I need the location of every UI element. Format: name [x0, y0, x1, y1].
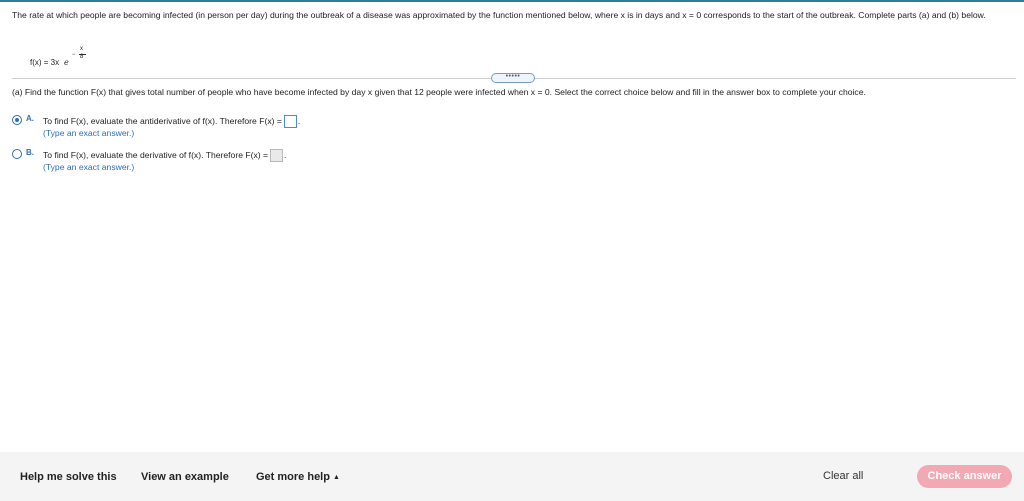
top-accent-bar — [0, 0, 1024, 2]
radio-choice-b[interactable] — [12, 149, 22, 159]
choice-a-hint: (Type an exact answer.) — [43, 128, 135, 138]
formula-base: f(x) = 3x — [30, 58, 60, 67]
part-a-question: (a) Find the function F(x) that gives total number of people who have become infected by day x given that 12 people were infected when x = 0. Select the correct choice below and fill in the answer box to complete your choice. — [12, 87, 866, 97]
choice-a-text: To find F(x), evaluate the antiderivative of f(x). Therefore F(x) = — [43, 116, 282, 126]
clear-all-button[interactable]: Clear all — [823, 470, 864, 482]
exponent-denominator: 8 — [80, 54, 84, 60]
exponent-numerator: x — [80, 46, 83, 52]
function-formula — [30, 44, 150, 70]
exponent-sign: − — [72, 52, 76, 58]
caret-up-icon: ▲ — [332, 474, 340, 481]
choice-a-period: . — [297, 116, 301, 126]
choice-b-text: To find F(x), evaluate the derivative of f(x). Therefore F(x) = — [43, 150, 269, 160]
footer-bar — [0, 452, 1024, 501]
answer-input-b[interactable] — [270, 149, 283, 162]
choice-b-hint: (Type an exact answer.) — [43, 162, 135, 172]
view-example-button[interactable]: View an example — [141, 471, 229, 483]
radio-choice-a[interactable] — [12, 115, 22, 125]
choice-a-letter: A. — [26, 114, 34, 123]
expand-toggle-button[interactable]: ••••• — [491, 73, 535, 83]
answer-input-a[interactable] — [284, 115, 297, 128]
choice-b-letter: B. — [26, 148, 34, 157]
problem-statement: The rate at which people are becoming infected (in person per day) during the outbreak of a disease was approximated by the function mentioned below, where x is in days and x = 0 corresponds to the start of the outbreak. Complete parts (a) and (b) below. — [12, 10, 986, 20]
choice-b-period: . — [284, 150, 287, 160]
get-more-help-button[interactable] — [256, 471, 340, 483]
formula-e: e — [64, 58, 69, 67]
get-more-help-label: Get more help — [256, 471, 330, 483]
help-me-solve-button[interactable]: Help me solve this — [20, 471, 117, 483]
check-answer-button[interactable]: Check answer — [917, 465, 1012, 488]
